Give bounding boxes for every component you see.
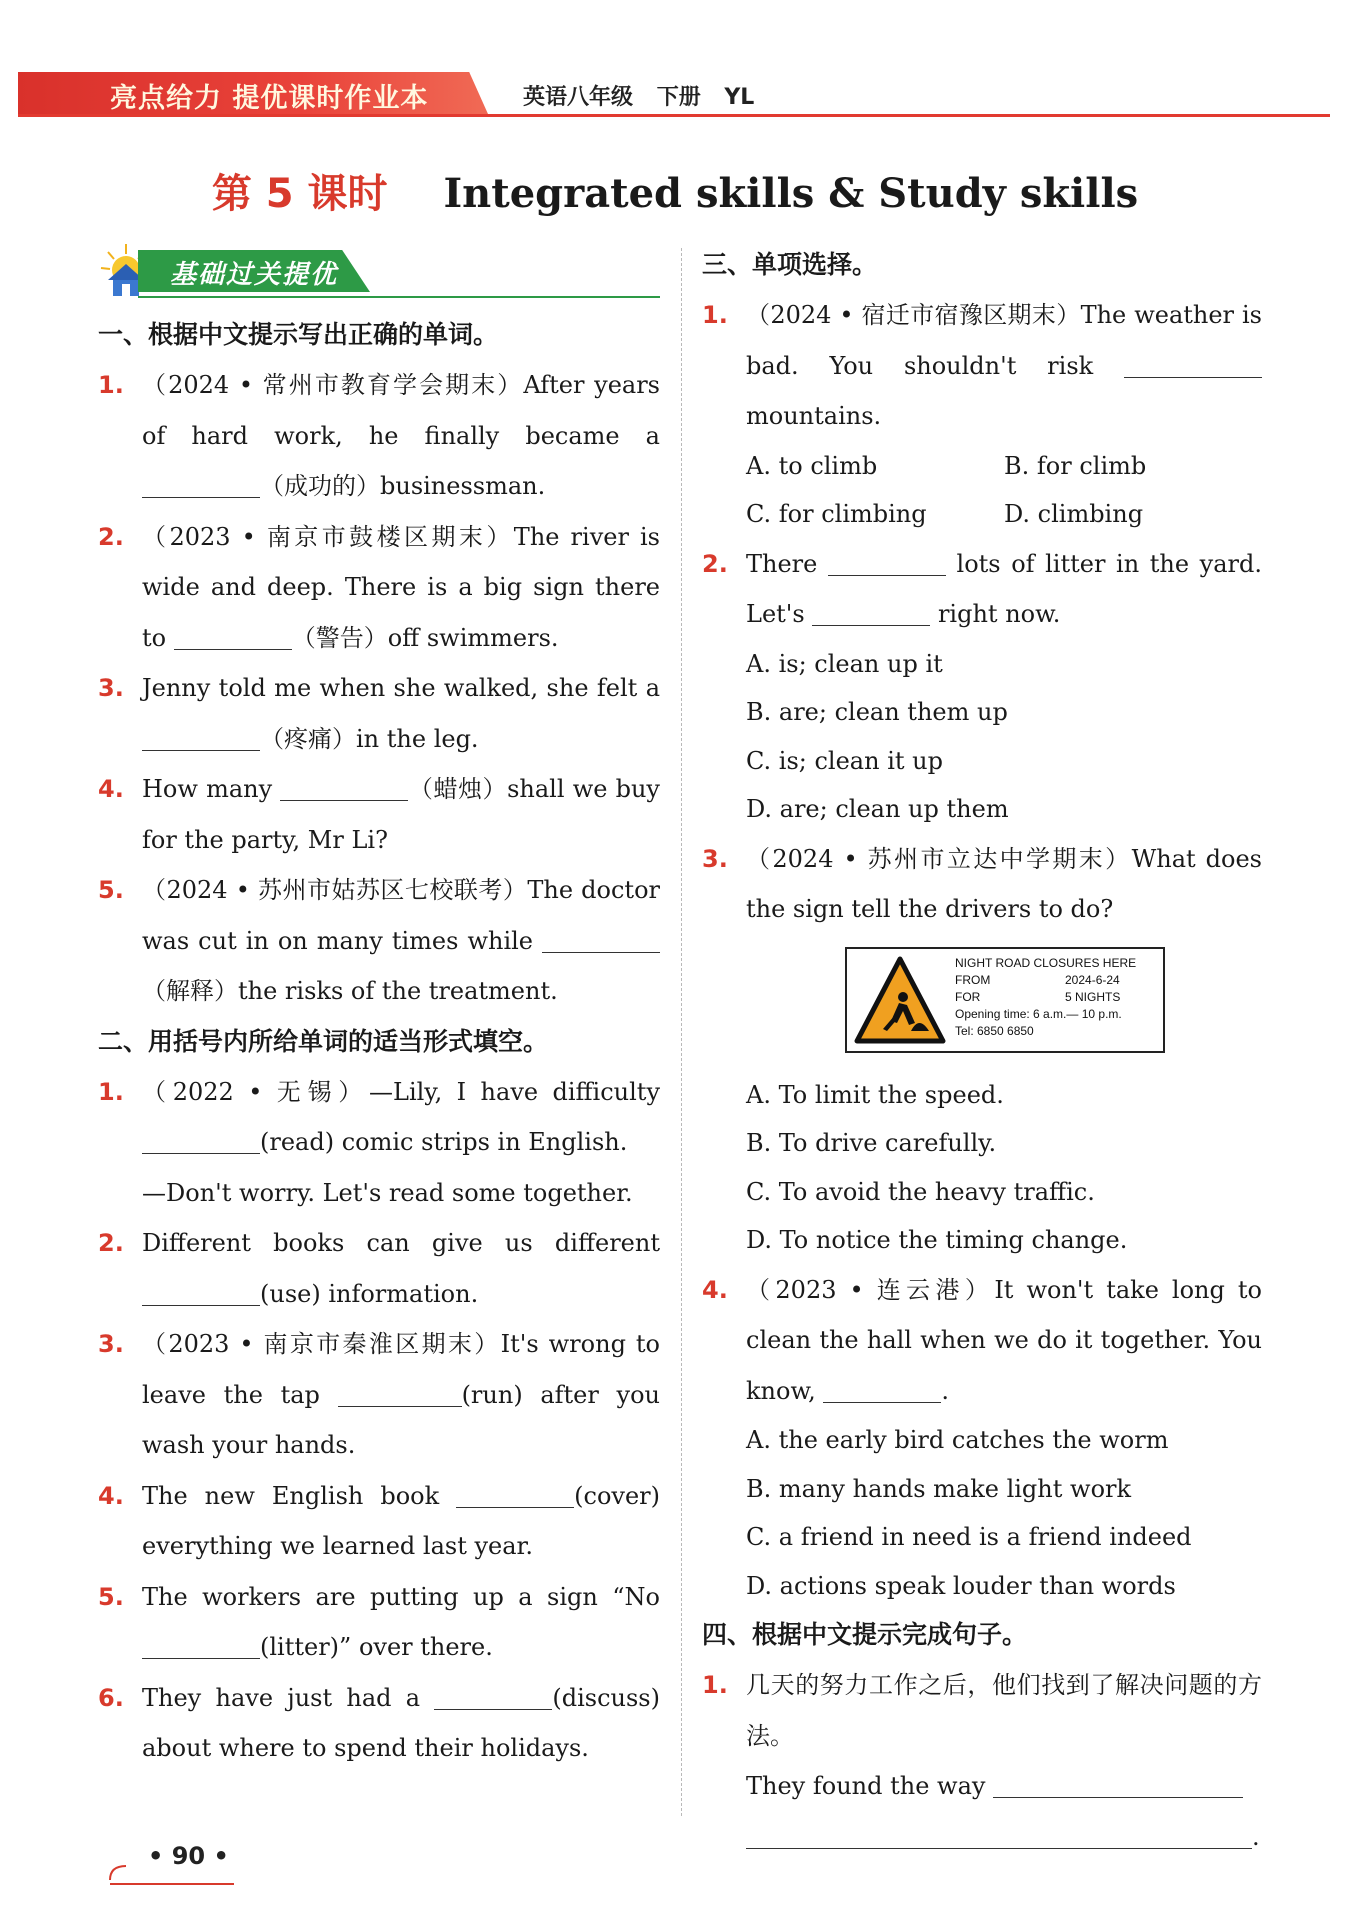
- option-c[interactable]: C. a friend in need is a friend indeed: [746, 1523, 1192, 1551]
- s2-question-6: 6. They have just had a (discuss) about where to spend their holidays.: [98, 1673, 660, 1774]
- s1-question-1: 1. （2024 • 常州市教育学会期末）After years of hard work, he finally became a （成功的）businessman.: [98, 371, 660, 500]
- option-b[interactable]: B. are; clean them up: [746, 698, 1008, 726]
- answer-blank[interactable]: [746, 1819, 1252, 1849]
- answer-blank[interactable]: [1124, 348, 1262, 378]
- section1-heading: 一、根据中文提示写出正确的单词。: [98, 320, 499, 349]
- option-a[interactable]: A. To limit the speed.: [746, 1080, 1004, 1109]
- option-b[interactable]: B. To drive carefully.: [746, 1129, 997, 1157]
- s2-question-5: 5. The workers are putting up a sign “No (litter)” over there.: [98, 1582, 660, 1661]
- answer-blank[interactable]: [142, 1276, 260, 1306]
- header-rule: [18, 114, 1330, 117]
- section4-heading: 四、根据中文提示完成句子。: [702, 1620, 1028, 1649]
- s3-question-2: 2. There lots of litter in the yard. Let's right now.: [702, 539, 1262, 640]
- sign-from-row: FROM 2024-6-24: [955, 972, 1120, 987]
- left-column: [98, 240, 660, 1774]
- answer-blank[interactable]: [456, 1478, 574, 1508]
- answer-blank[interactable]: [338, 1377, 462, 1407]
- answer-blank[interactable]: [174, 620, 292, 650]
- header-subject: 英语八年级: [523, 85, 634, 110]
- option-d[interactable]: D. are; clean up them: [746, 795, 1009, 823]
- answer-blank[interactable]: [812, 596, 930, 626]
- answer-blank[interactable]: [993, 1768, 1243, 1798]
- s3-question-3: 3. （2024 • 苏州市立达中学期末）What does the sign tell the drivers to do?: [702, 844, 1262, 923]
- option-a[interactable]: A. to climb: [746, 451, 878, 480]
- lesson-number: 第 5 课时: [211, 171, 388, 217]
- badge-label: 基础过关提优: [170, 260, 339, 290]
- page-title: [0, 162, 1350, 219]
- section-badge: [98, 240, 660, 302]
- option-d[interactable]: D. To notice the timing change.: [746, 1226, 1128, 1254]
- option-a[interactable]: A. is; clean up it: [746, 649, 943, 678]
- option-c[interactable]: C. for climbing: [746, 500, 927, 528]
- page-number: • 90 •: [148, 1842, 229, 1870]
- option-c[interactable]: C. To avoid the heavy traffic.: [746, 1177, 1095, 1206]
- s1-question-4: 4. How many （蜡烛）shall we buy for the party, Mr Li?: [98, 764, 660, 865]
- answer-blank[interactable]: [142, 1629, 260, 1659]
- answer-blank[interactable]: [542, 923, 660, 953]
- answer-blank[interactable]: [142, 1124, 260, 1154]
- s1-question-2: 2. （2023 • 南京市鼓楼区期末）The river is wide and deep. There is a big sign there to （警告）off swimmers.: [98, 522, 660, 652]
- header-brand: 亮点给力 提优课时作业本: [110, 83, 429, 114]
- option-d[interactable]: D. actions speak louder than words: [746, 1571, 1176, 1600]
- s4-answer-line-2: .: [702, 1812, 1262, 1863]
- answer-blank[interactable]: [142, 721, 260, 751]
- sign-text: [955, 955, 1136, 1040]
- s1-question-5: 5. （2024 • 苏州市姑苏区七校联考）The doctor was cut in on many times while （解释）the risks of the treatment.: [98, 876, 660, 1005]
- road-work-warning-icon: [853, 955, 947, 1045]
- s2-question-1: 1. （2022 • 无锡）—Lily, I have difficulty (read) comic strips in English. —Don't worry. Let's read some together.: [98, 1077, 660, 1207]
- answer-blank[interactable]: [828, 546, 946, 576]
- s2-question-4: 4. The new English book (cover) everything we learned last year.: [98, 1471, 660, 1572]
- header-edition: YL: [724, 85, 755, 110]
- option-b[interactable]: B. for climb: [1004, 451, 1147, 480]
- option-c[interactable]: C. is; clean it up: [746, 746, 943, 775]
- answer-blank[interactable]: [434, 1680, 552, 1710]
- s3-q1-options-row2: [702, 490, 1262, 539]
- s4-question-1: 1. 几天的努力工作之后，他们找到了解决问题的方法。: [702, 1671, 1262, 1750]
- answer-blank[interactable]: [280, 771, 408, 801]
- s2-question-2: 2. Different books can give us different (use) information.: [98, 1229, 660, 1308]
- option-a[interactable]: A. the early bird catches the worm: [746, 1426, 1169, 1454]
- answer-blank[interactable]: [823, 1373, 941, 1403]
- s3-q1-options-row1: [702, 442, 1262, 491]
- right-column: [702, 240, 1262, 1862]
- section3-heading: 三、单项选择。: [702, 250, 878, 279]
- header-subject-line: [523, 80, 754, 111]
- section1-items: [98, 360, 660, 1017]
- page-header: [18, 72, 1330, 118]
- option-d[interactable]: D. climbing: [1004, 500, 1144, 528]
- s4-answer-line-1: They found the way: [702, 1761, 1262, 1812]
- s2-question-3: 3. （2023 • 南京市秦淮区期末）It's wrong to leave the tap (run) after you wash your hands.: [98, 1330, 660, 1459]
- road-closure-sign: [845, 947, 1165, 1053]
- sign-for-row: FOR 5 NIGHTS: [955, 989, 1121, 1004]
- s3-question-1: 1. （2024 • 宿迁市宿豫区期末）The weather is bad. You shouldn't risk mountains.: [702, 301, 1262, 430]
- sign-opening: Opening time: 6 a.m.— 10 p.m.: [955, 1006, 1122, 1021]
- sign-tel: Tel: 6850 6850: [955, 1023, 1034, 1038]
- header-volume: 下册: [656, 85, 701, 110]
- column-divider: [681, 248, 682, 1816]
- s3-question-4: 4. （2023 • 连云港）It won't take long to clean the hall when we do it together. You know, .: [702, 1275, 1262, 1405]
- section2-items: [98, 1067, 660, 1774]
- answer-blank[interactable]: [142, 468, 260, 498]
- option-b[interactable]: B. many hands make light work: [746, 1474, 1132, 1503]
- sign-title: NIGHT ROAD CLOSURES HERE: [955, 955, 1137, 970]
- badge-rule: [138, 296, 660, 298]
- lesson-topic: Integrated skills & Study skills: [443, 170, 1139, 217]
- section2-heading: 二、用括号内所给单词的适当形式填空。: [98, 1026, 549, 1056]
- s1-question-3: 3. Jenny told me when she walked, she felt a （疼痛）in the leg.: [98, 674, 660, 753]
